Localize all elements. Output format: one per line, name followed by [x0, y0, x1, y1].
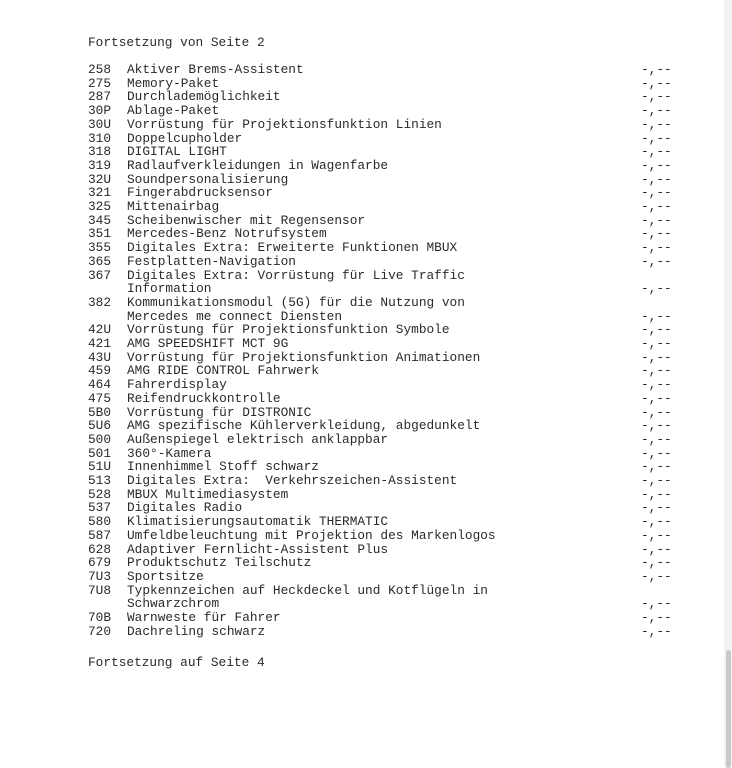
option-description: MBUX Multimediasystem — [127, 486, 289, 502]
option-code: 587 — [88, 527, 112, 543]
option-code: 325 — [88, 199, 112, 214]
option-description: Scheibenwischer mit Regensensor — [127, 212, 366, 228]
continuation-header: Fortsetzung von Seite 2 — [88, 35, 265, 50]
option-description: AMG spezifische Kühlerverkleidung, abgedunkelt — [127, 418, 481, 434]
option-description: Memory-Paket — [127, 75, 220, 91]
option-price: -,-- — [641, 596, 672, 612]
option-row — [0, 132, 724, 146]
option-row — [0, 77, 724, 91]
option-price: -,-- — [641, 486, 672, 502]
option-code: 459 — [88, 363, 112, 379]
option-description: Durchlademöglichkeit — [127, 89, 281, 105]
option-row — [0, 90, 724, 104]
option-code: 679 — [88, 555, 112, 571]
option-description: Typkennzeichen auf Heckdeckel und Kotflügeln in — [127, 582, 488, 598]
option-price: -,-- — [641, 473, 672, 488]
option-code: 355 — [88, 240, 112, 256]
option-row — [0, 433, 724, 447]
option-description: Fahrerdisplay — [127, 377, 227, 393]
option-row — [0, 625, 724, 639]
option-description: Klimatisierungsautomatik THERMATIC — [127, 514, 389, 530]
option-price: -,-- — [641, 308, 672, 324]
option-code: 32U — [88, 171, 112, 187]
option-description: Vorrüstung für Projektionsfunktion Animationen — [127, 349, 481, 365]
option-price: -,-- — [641, 212, 672, 228]
option-row — [0, 556, 724, 570]
option-row — [0, 63, 724, 77]
option-price: -,-- — [641, 349, 672, 365]
option-description: Mittenairbag — [127, 199, 220, 214]
option-price: -,-- — [641, 568, 672, 584]
option-code: 43U — [88, 349, 112, 365]
option-row — [0, 159, 724, 173]
option-row — [0, 364, 724, 378]
option-code: 321 — [88, 185, 112, 201]
option-code: 464 — [88, 377, 112, 393]
option-code: 30P — [88, 103, 112, 119]
option-price: -,-- — [641, 62, 672, 77]
continuation-footer: Fortsetzung auf Seite 4 — [88, 655, 265, 670]
option-code: 501 — [88, 445, 112, 461]
option-row — [0, 255, 724, 269]
option-description: Digitales Extra: Verkehrszeichen-Assistent — [127, 473, 458, 488]
option-code: 319 — [88, 157, 112, 173]
option-row — [0, 488, 724, 502]
option-price: -,-- — [641, 527, 672, 543]
option-description: AMG RIDE CONTROL Fahrwerk — [127, 363, 319, 379]
option-description: Fingerabdrucksensor — [127, 185, 273, 201]
option-price: -,-- — [641, 226, 672, 242]
option-description: Vorrüstung für Projektionsfunktion Linien — [127, 116, 442, 132]
option-row — [0, 118, 724, 132]
option-row — [0, 447, 724, 461]
option-code: 287 — [88, 89, 112, 105]
option-code: 537 — [88, 500, 112, 516]
option-code: 275 — [88, 75, 112, 91]
option-code: 70B — [88, 610, 112, 625]
option-description: Soundpersonalisierung — [127, 171, 289, 187]
option-description: Dachreling schwarz — [127, 623, 266, 639]
option-price: -,-- — [641, 555, 672, 571]
option-description: Vorrüstung für Projektionsfunktion Symbole — [127, 322, 450, 338]
option-row — [0, 186, 724, 200]
option-row — [0, 474, 724, 488]
option-price: -,-- — [641, 363, 672, 379]
option-code: 382 — [88, 294, 112, 310]
option-price: -,-- — [641, 459, 672, 475]
option-description: Digitales Extra: Erweiterte Funktionen MBUX — [127, 240, 458, 256]
option-price: -,-- — [641, 336, 672, 351]
option-row — [0, 227, 724, 241]
option-code: 475 — [88, 390, 112, 406]
option-code: 345 — [88, 212, 112, 228]
option-row — [0, 543, 724, 557]
option-code: 367 — [88, 267, 112, 283]
option-code: 5B0 — [88, 404, 112, 420]
option-code: 720 — [88, 623, 112, 639]
option-price: -,-- — [641, 322, 672, 338]
option-description: Mercedes-Benz Notrufsystem — [127, 226, 327, 242]
option-description: Vorrüstung für DISTRONIC — [127, 404, 312, 420]
option-description: Festplatten-Navigation — [127, 253, 296, 269]
option-code: 628 — [88, 541, 112, 557]
option-row — [0, 406, 724, 420]
option-price: -,-- — [641, 199, 672, 214]
option-price: -,-- — [641, 75, 672, 91]
option-row — [0, 200, 724, 214]
option-row — [0, 501, 724, 515]
option-row — [0, 611, 724, 625]
option-price: -,-- — [641, 418, 672, 434]
option-description: Warnweste für Fahrer — [127, 610, 281, 625]
option-code: 351 — [88, 226, 112, 242]
option-price: -,-- — [641, 144, 672, 160]
option-code: 30U — [88, 116, 112, 132]
option-price: -,-- — [641, 390, 672, 406]
option-code: 7U8 — [88, 582, 112, 598]
option-description: Kommunikationsmodul (5G) für die Nutzung von — [127, 294, 465, 310]
option-row — [0, 378, 724, 392]
option-row — [0, 515, 724, 529]
option-price: -,-- — [641, 431, 672, 447]
option-row — [0, 392, 724, 406]
option-price: -,-- — [641, 185, 672, 201]
option-row — [0, 323, 724, 337]
option-code: 310 — [88, 130, 112, 146]
option-description: DIGITAL LIGHT — [127, 144, 227, 160]
option-code: 51U — [88, 459, 112, 475]
option-row — [0, 337, 724, 351]
option-price: -,-- — [641, 404, 672, 420]
option-price: -,-- — [641, 610, 672, 625]
option-description: Innenhimmel Stoff schwarz — [127, 459, 319, 475]
option-code: 258 — [88, 62, 112, 77]
option-price: -,-- — [641, 89, 672, 105]
option-row — [0, 173, 724, 187]
option-row — [0, 145, 724, 159]
option-price: -,-- — [641, 500, 672, 516]
option-description: Digitales Extra: Vorrüstung für Live Traffic — [127, 267, 465, 283]
option-description: Schwarzchrom — [127, 596, 220, 612]
option-price: -,-- — [641, 130, 672, 146]
option-price: -,-- — [641, 253, 672, 269]
option-code: 500 — [88, 431, 112, 447]
option-description: Produktschutz Teilschutz — [127, 555, 312, 571]
option-description: 360°-Kamera — [127, 445, 212, 461]
option-price: -,-- — [641, 240, 672, 256]
option-description: Mercedes me connect Diensten — [127, 308, 343, 324]
option-price: -,-- — [641, 116, 672, 132]
option-price: -,-- — [641, 377, 672, 393]
option-description: Ablage-Paket — [127, 103, 220, 119]
option-price: -,-- — [641, 157, 672, 173]
option-code: 7U3 — [88, 568, 112, 584]
option-description: Reifendruckkontrolle — [127, 390, 281, 406]
option-row — [0, 241, 724, 255]
option-price: -,-- — [641, 623, 672, 639]
scrollbar[interactable] — [724, 0, 732, 768]
option-code: 513 — [88, 473, 112, 488]
option-description: Radlaufverkleidungen in Wagenfarbe — [127, 157, 389, 173]
option-price: -,-- — [641, 281, 672, 297]
option-description: Außenspiegel elektrisch anklappbar — [127, 431, 389, 447]
option-row — [0, 529, 724, 543]
option-row — [0, 460, 724, 474]
option-row — [0, 419, 724, 433]
option-row — [0, 584, 724, 611]
option-description: Umfeldbeleuchtung mit Projektion des Markenlogos — [127, 527, 496, 543]
option-price: -,-- — [641, 445, 672, 461]
option-description: Information — [127, 281, 212, 297]
option-row — [0, 269, 724, 296]
option-code: 365 — [88, 253, 112, 269]
option-row — [0, 351, 724, 365]
option-price: -,-- — [641, 171, 672, 187]
option-row — [0, 104, 724, 118]
option-code: 42U — [88, 322, 112, 338]
option-description: Digitales Radio — [127, 500, 243, 516]
option-code: 318 — [88, 144, 112, 160]
option-code: 580 — [88, 514, 112, 530]
option-price: -,-- — [641, 541, 672, 557]
option-price: -,-- — [641, 103, 672, 119]
option-description: Aktiver Brems-Assistent — [127, 62, 304, 77]
option-row — [0, 296, 724, 323]
option-description: AMG SPEEDSHIFT MCT 9G — [127, 336, 289, 351]
option-code: 421 — [88, 336, 112, 351]
option-description: Sportsitze — [127, 568, 204, 584]
option-row — [0, 570, 724, 584]
option-price: -,-- — [641, 514, 672, 530]
option-row — [0, 214, 724, 228]
option-code: 528 — [88, 486, 112, 502]
option-description: Doppelcupholder — [127, 130, 243, 146]
scrollbar-thumb[interactable] — [726, 650, 731, 768]
option-code: 5U6 — [88, 418, 112, 434]
option-description: Adaptiver Fernlicht-Assistent Plus — [127, 541, 389, 557]
